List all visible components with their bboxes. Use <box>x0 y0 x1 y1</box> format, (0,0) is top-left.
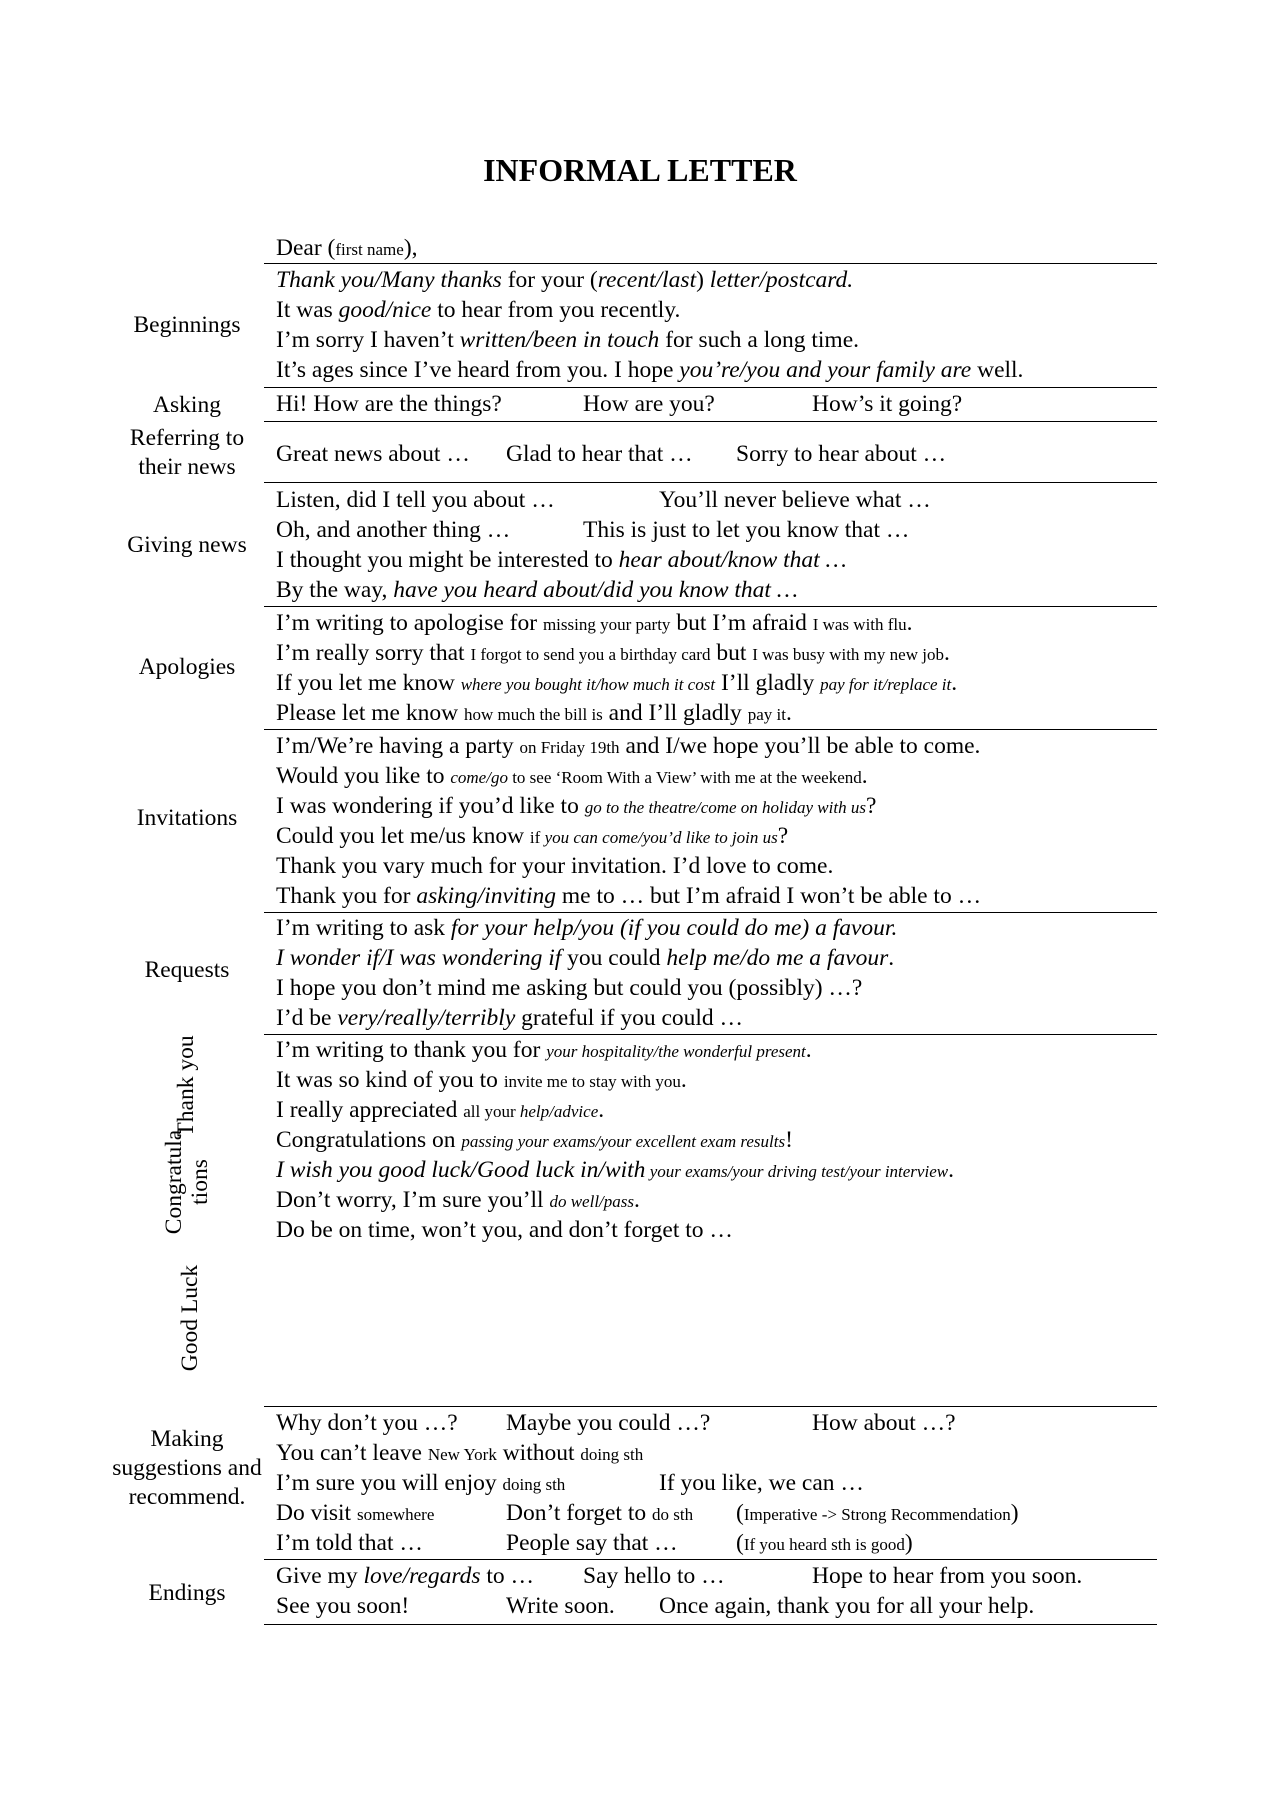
section-label-good-luck: Good Luck <box>177 1264 203 1372</box>
giving-news-line-4: By the way, have you heard about/did you know that … <box>276 577 798 603</box>
section-label-giving-news: Giving news <box>127 532 247 558</box>
apologies-line-2: I’m really sorry that I forgot to send you a birthday card but I was busy with my new job. <box>276 640 950 666</box>
referring-phrase: Glad to hear that … <box>506 441 693 467</box>
section-label-thank-you: Thank you <box>173 1035 199 1137</box>
invitations-line-5: Thank you vary much for your invitation. I’d love to come. <box>276 853 834 879</box>
asking-phrase: How’s it going? <box>812 391 963 417</box>
section-label-congratulations: Congratula tions <box>161 1129 213 1235</box>
invitations-line-2: Would you like to come/go to see ‘Room With a View’ with me at the weekend. <box>276 763 868 789</box>
section-label-referring: Referring to their news <box>129 425 245 480</box>
salutation-line <box>276 234 418 264</box>
document-page: INFORMAL LETTER Dear (first name), Beginnings Thank you/Many thanks for your (recent/last) letter/postcard. It was good/nice to hear from you recently. I’m sorry I haven’t written/been in touch for such a long time. It’s ages since I’ve heard from you. I hope you’re/you and your family are well. Asking Hi! How are the things? How are you? How’s it going? Referring to their news Great news about … Glad to hear that … Sorry to hear about … Giving news Listen, did I tell you about … You’ll never believe what … Oh, and another thing … This is just to let you know that … I thought you might be interested to hear about/know that … By the way, have you heard about/did you know that … Apologies I’m writing to apologise for missing your party but I’m afraid I was with flu. I’m really sorry that I forgot to send you a birthday card but I was busy with my new job. If you let me know where you bought it/how much it cost I’ll gladly pay for it/replace it. Please let me know how much the bill is and I’ll gladly pay it. Invitations I’m/We’re having a party on Friday 19th and I/we hope you’ll be able to come. Would you like to come/go to see ‘Room With a View’ with me at the weekend. I was wondering if you’d like to go to the theatre/come on holiday with us? Could you let me/us know if you can come/you’d like to join us? Thank you vary much for your invitation. I’d love to come. Thank you for asking/inviting me to … but I’m afraid I won’t be able to … Requests I’m writing to ask for your help/you (if you could do me) a favour. I wonder if/I was wondering if you could help me/do me a favour. I hope you don’t mind me asking but could you (possibly) …? I’d be very/really/terribly grateful if you could … Thank you Congratula tions Good Luck I’m writing to thank you for your hospitality/the wonderful present. It was so kind of you to invite me to stay with you. I really appreciated all your help/advice. Congratulations on passing your exams/your excellent exam results! I wish you good luck/Good luck in/with your exams/your driving test/your interview. Don’t worry, I’m sure you’ll do well/pass. Do be on time, won’t you, and don’t forget to … Making suggestions and recommend. Why don’t you …? Maybe you could …? How about …? You can’t leave New York without doing sth I’m sure you will enjoy doing sth If you like, we can … Do visit somewhere Don’t forget to do sth (Imperative -> Strong Recommendation) I’m told that … People say that … (If you heard sth is good) Endings Give my love/regards to … Say hello to … Hope to hear from you soon. See you soon! Write soon. Once again, thank you for all your help. <box>0 0 1280 1811</box>
section-label-suggestions: Making suggestions and recommend. <box>112 1426 262 1510</box>
thanks-line-1: I’m writing to thank you for your hospitality/the wonderful present. <box>276 1037 812 1063</box>
divider <box>264 729 1157 730</box>
invitations-line-3: I was wondering if you’d like to go to the theatre/come on holiday with us? <box>276 793 877 819</box>
divider <box>264 421 1157 422</box>
requests-line-2: I wonder if/I was wondering if you could help me/do me a favour. <box>276 945 895 971</box>
section-label-beginnings: Beginnings <box>133 312 241 338</box>
divider <box>264 912 1157 913</box>
apologies-line-1: I’m writing to apologise for missing your party but I’m afraid I was with flu. <box>276 610 913 636</box>
salutation-close: ), <box>403 235 418 261</box>
divider <box>264 387 1157 388</box>
divider <box>264 606 1157 607</box>
invitations-line-4: Could you let me/us know if you can come/you’d like to join us? <box>276 823 789 849</box>
thanks-line-6: Don’t worry, I’m sure you’ll do well/pass. <box>276 1187 640 1213</box>
divider <box>264 1034 1157 1035</box>
section-label-asking: Asking <box>153 392 221 418</box>
beginnings-line-2: It was good/nice to hear from you recently. <box>276 297 681 323</box>
suggestions-line-2: You can’t leave New York without doing sth <box>276 1440 644 1466</box>
apologies-line-3: If you let me know where you bought it/how much it cost I’ll gladly pay for it/replace it. <box>276 670 958 696</box>
asking-phrase: How are you? <box>583 391 715 417</box>
thanks-line-4: Congratulations on passing your exams/your excellent exam results! <box>276 1127 793 1153</box>
requests-line-3: I hope you don’t mind me asking but could you (possibly) …? <box>276 975 863 1001</box>
thanks-line-7: Do be on time, won’t you, and don’t forget to … <box>276 1217 733 1243</box>
giving-news-line-3: I thought you might be interested to hear about/know that … <box>276 547 847 573</box>
requests-line-1: I’m writing to ask for your help/you (if you could do me) a favour. <box>276 915 898 941</box>
section-label-requests: Requests <box>144 957 230 983</box>
section-label-endings: Endings <box>148 1580 226 1606</box>
salutation-first-name: first name <box>335 240 404 259</box>
section-label-invitations: Invitations <box>136 805 238 831</box>
salutation-dear: Dear ( <box>276 235 336 261</box>
divider <box>264 1559 1157 1560</box>
requests-line-4: I’d be very/really/terribly grateful if you could … <box>276 1005 744 1031</box>
invitations-line-6: Thank you for asking/inviting me to … but I’m afraid I won’t be able to … <box>276 883 982 909</box>
thanks-line-2: It was so kind of you to invite me to stay with you. <box>276 1067 687 1093</box>
divider <box>264 263 1157 264</box>
beginnings-line-1: Thank you/Many thanks for your (recent/last) letter/postcard. <box>276 267 854 293</box>
referring-phrase: Great news about … <box>276 441 470 467</box>
divider <box>264 482 1157 483</box>
invitations-line-1: I’m/We’re having a party on Friday 19th and I/we hope you’ll be able to come. <box>276 733 981 759</box>
apologies-line-4: Please let me know how much the bill is and I’ll gladly pay it. <box>276 700 792 726</box>
asking-phrase: Hi! How are the things? <box>276 391 502 417</box>
divider <box>264 1624 1157 1625</box>
thanks-line-3: I really appreciated all your help/advice. <box>276 1097 605 1123</box>
section-label-apologies: Apologies <box>138 654 236 680</box>
referring-phrase: Sorry to hear about … <box>736 441 947 467</box>
beginnings-line-3: I’m sorry I haven’t written/been in touch for such a long time. <box>276 327 860 353</box>
page-title: INFORMAL LETTER <box>483 152 797 188</box>
divider <box>264 1406 1157 1407</box>
thanks-line-5: I wish you good luck/Good luck in/with your exams/your driving test/your interview. <box>276 1157 954 1183</box>
beginnings-line-4: It’s ages since I’ve heard from you. I hope you’re/you and your family are well. <box>276 357 1024 383</box>
